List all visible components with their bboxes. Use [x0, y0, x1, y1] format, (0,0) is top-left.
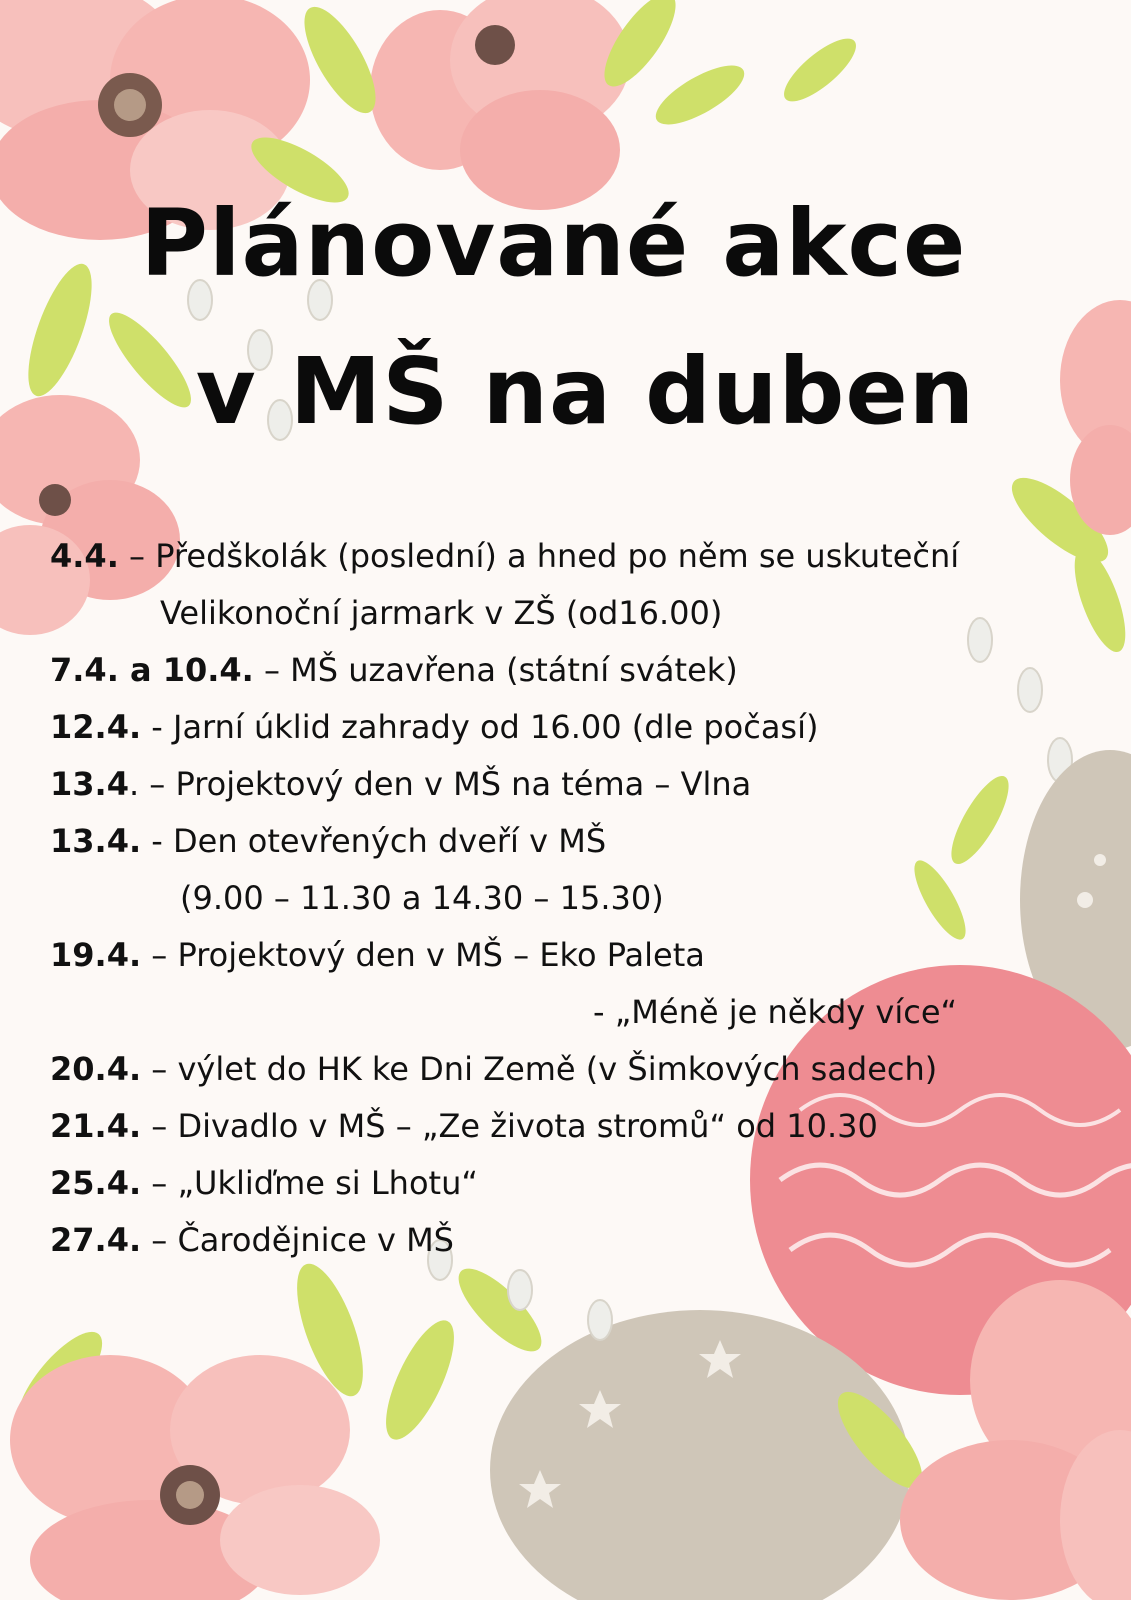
event-item [50, 813, 1110, 927]
title-line-2: v MŠ na duben [195, 338, 976, 445]
event-text: - Jarní úklid zahrady od 16.00 (dle počasí) [141, 708, 819, 746]
event-date: 7.4. a 10.4. [50, 651, 254, 689]
event-text-continued: (9.00 – 11.30 a 14.30 – 15.30) [180, 879, 664, 917]
event-text-continued: Velikonoční jarmark v ZŠ (od16.00) [160, 594, 723, 632]
event-item [50, 1098, 1110, 1155]
event-text: – MŠ uzavřena (státní svátek) [253, 651, 738, 689]
event-text: – „Ukliďme si Lhotu“ [141, 1164, 478, 1202]
event-text: – výlet do HK ke Dni Země (v Šimkových sadech) [141, 1050, 938, 1088]
event-text: – Projektový den v MŠ – Eko Paleta [141, 936, 705, 974]
event-item [50, 1041, 1110, 1098]
event-date: 4.4. [50, 537, 119, 575]
event-item [50, 927, 1110, 1041]
event-item [50, 756, 1110, 813]
event-text: – Čarodějnice v MŠ [141, 1221, 454, 1259]
event-item [50, 1155, 1110, 1212]
event-date: 27.4. [50, 1221, 142, 1259]
event-item [50, 1212, 1110, 1269]
event-date: 25.4. [50, 1164, 142, 1202]
event-item [50, 699, 1110, 756]
bottom-left-flower-icon [10, 1355, 380, 1600]
event-date: 13.4 [50, 765, 129, 803]
event-date: 12.4. [50, 708, 142, 746]
event-text-continued: - „Méně je někdy více“ [593, 993, 958, 1031]
event-date: 21.4. [50, 1107, 142, 1145]
page-title [0, 170, 1131, 466]
event-date: 13.4. [50, 822, 142, 860]
event-date: 20.4. [50, 1050, 142, 1088]
event-item [50, 642, 1110, 699]
event-text: – Předškolák (poslední) a hned po něm se uskuteční [118, 537, 960, 575]
title-line-1: Plánované akce [140, 190, 967, 297]
event-list [50, 528, 1110, 1269]
event-text: - Den otevřených dveří v MŠ [141, 822, 607, 860]
event-item [50, 528, 1110, 642]
event-text: – Divadlo v MŠ – „Ze života stromů“ od 10.30 [141, 1107, 878, 1145]
event-text: . – Projektový den v MŠ na téma – Vlna [128, 765, 752, 803]
event-date: 19.4. [50, 936, 142, 974]
